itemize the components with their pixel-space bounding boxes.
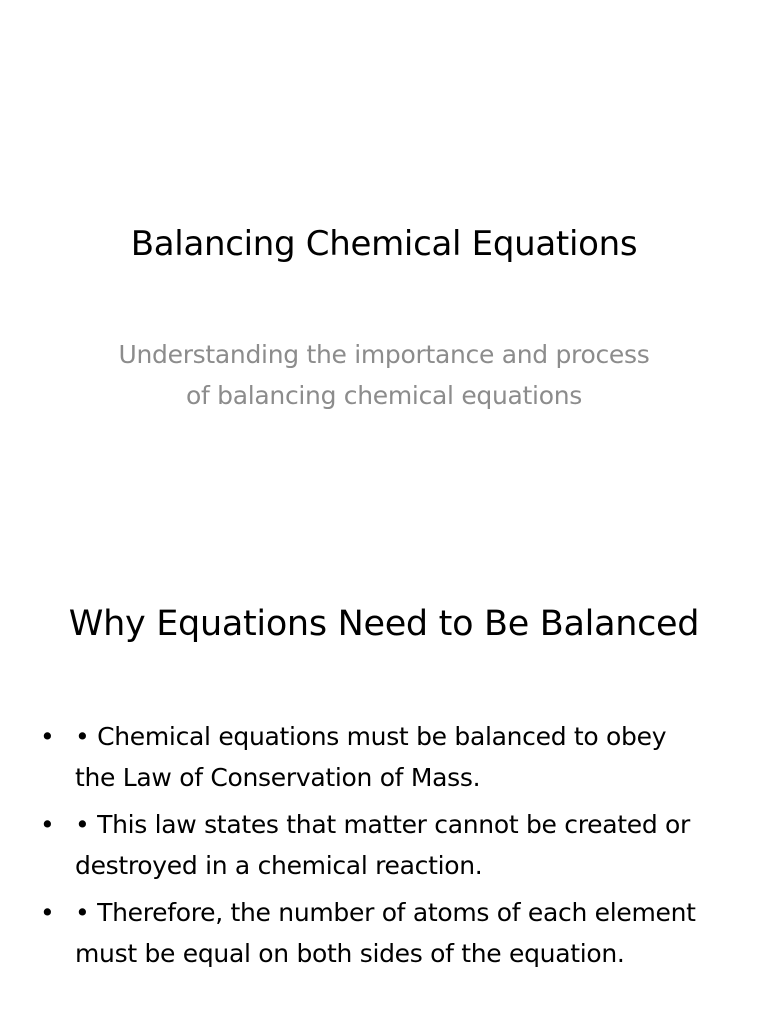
slide-title: Balancing Chemical Equations [130, 224, 638, 264]
bullet-marker: • [40, 898, 55, 927]
slide-subtitle: Understanding the importance and process of balancing chemical equations [118, 340, 650, 410]
bullet-text: • This law states that matter cannot be created or destroyed in a chemical reaction. [75, 810, 691, 880]
bullet-item [38, 804, 698, 886]
bullet-marker: • [40, 810, 55, 839]
bullet-list [38, 716, 698, 980]
bullet-text: • Therefore, the number of atoms of each element must be equal on both sides of the equation. [75, 898, 696, 968]
bullet-text: • Chemical equations must be balanced to obey the Law of Conservation of Mass. [75, 722, 667, 792]
slide-heading: Why Equations Need to Be Balanced [68, 604, 700, 644]
bullet-item [38, 716, 698, 798]
content-slide [0, 576, 768, 1024]
bullet-marker: • [40, 722, 55, 751]
bullet-item [38, 892, 698, 974]
